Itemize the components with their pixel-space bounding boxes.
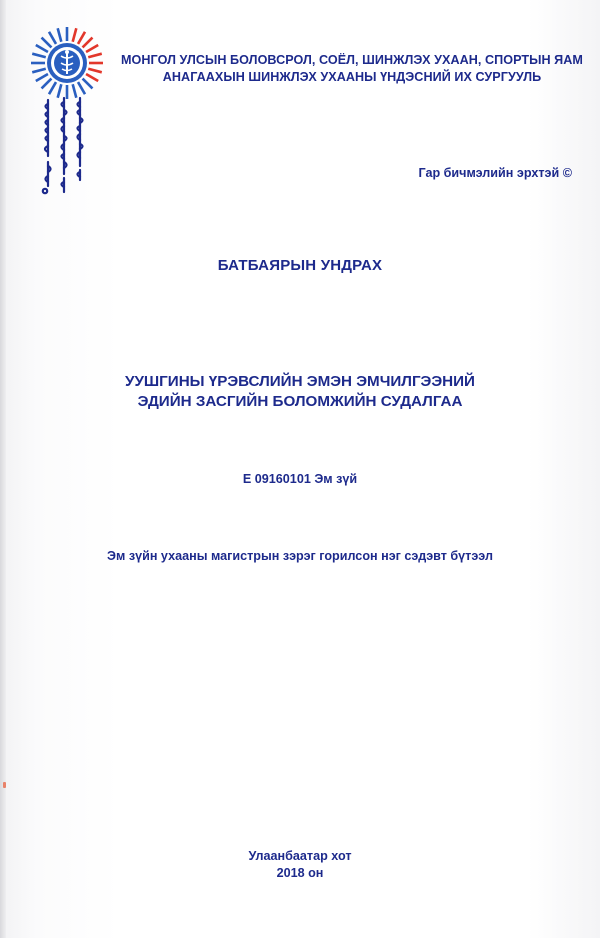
page-edge-shadow xyxy=(0,0,6,938)
paper-fleck xyxy=(3,782,6,788)
thesis-title-line-1: УУШГИНЫ ҮРЭВСЛИЙН ЭМЭН ЭМЧИЛГЭЭНИЙ xyxy=(125,373,475,390)
author-name: БАТБАЯРЫН УНДРАХ xyxy=(217,257,383,274)
degree-statement: Эм зүйн ухааны магистрын зэрэг горилсон нэг сэдэвт бүтээл xyxy=(107,549,493,563)
mongolian-script-logo xyxy=(34,96,104,196)
program-code: Е 09160101 Эм зүй xyxy=(242,472,358,486)
copyright-notice: Гар бичмэлийн эрхтэй © xyxy=(418,166,572,180)
thesis-title-line-2: ЭДИЙН ЗАСГИЙН БОЛОМЖИЙН СУДАЛГАА xyxy=(137,393,463,410)
thesis-title xyxy=(0,372,600,412)
year: 2018 он xyxy=(276,866,324,880)
university-name: АНАГААХЫН ШИНЖЛЭХ УХААНЫ ҮНДЭСНИЙ ИХ СУРГУУЛЬ xyxy=(162,70,542,84)
ministry-line-1: МОНГОЛ УЛСЫН БОЛОВСРОЛ, СОЁЛ, ШИНЖЛЭХ УХААН, СПОРТЫН ЯАМ xyxy=(121,53,583,67)
ministry-header xyxy=(112,52,592,86)
university-emblem-icon xyxy=(30,26,104,100)
place-and-year xyxy=(0,848,600,882)
city: Улаанбаатар хот xyxy=(248,849,352,863)
